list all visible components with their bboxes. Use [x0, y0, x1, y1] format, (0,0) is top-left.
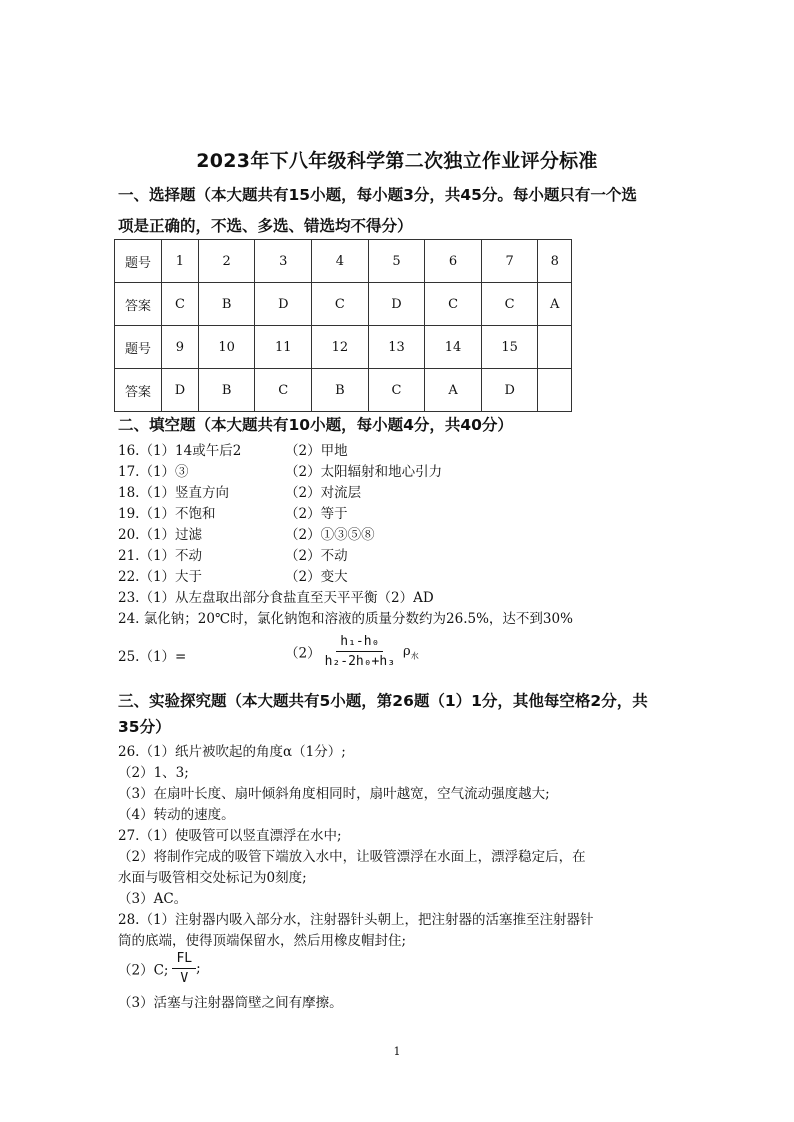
section3-heading-line1: 三、实验探究题（本大题共有5小题，第26题（1）1分，其他每空格2分，共	[118, 692, 648, 710]
fill-answer-17	[118, 460, 443, 480]
table-cell: 10	[198, 326, 255, 369]
fill-answer-20	[118, 523, 375, 543]
experiment-answer-28-2: （2）C; $\frac{FL}{V}$ ;	[118, 951, 201, 986]
answer-part1: 18.（1）竖直方向	[118, 485, 230, 501]
answer-part2: （2）①③⑤⑧	[285, 527, 375, 543]
table-cell: D	[481, 369, 538, 412]
answer-part1: 19.（1）不饱和	[118, 506, 216, 522]
fill-answer-22	[118, 565, 348, 585]
answer-part1: 21.（1）不动	[118, 548, 203, 564]
table-cell: 14	[425, 326, 482, 369]
fraction-numerator: h₁-h₀	[336, 633, 383, 652]
table-cell: B	[198, 369, 255, 412]
section3-heading-line2: 35分）	[118, 718, 171, 736]
table-cell: 11	[255, 326, 312, 369]
section1-heading-line1: 一、选择题（本大题共有15小题，每小题3分，共45分。每小题只有一个选	[118, 186, 637, 204]
table-row	[115, 326, 572, 369]
row-label-answer: 答案	[115, 369, 162, 412]
experiment-line: （3）AC。	[118, 891, 188, 907]
experiment-line: （2）将制作完成的吸管下端放入水中，让吸管漂浮在水面上，漂浮稳定后，在	[118, 849, 586, 865]
table-row	[115, 240, 572, 283]
page-title: 2023年下八年级科学第二次独立作业评分标准	[196, 150, 598, 172]
table-cell: 13	[368, 326, 425, 369]
table-cell: C	[368, 369, 425, 412]
table-row	[115, 369, 572, 412]
experiment-line: （4）转动的速度。	[118, 807, 235, 823]
table-cell: 5	[368, 240, 425, 283]
pressure-fraction	[172, 950, 196, 987]
answer-part1: 17.（1）③	[118, 464, 189, 480]
page-number: 1	[393, 1045, 401, 1058]
experiment-answer-28-3: （3）活塞与注射器筒壁之间有摩擦。	[118, 995, 343, 1011]
table-cell: C	[312, 283, 369, 326]
row-label-answer: 答案	[115, 283, 162, 326]
section1-heading-line2: 项是正确的，不选、多选、错选均不得分）	[118, 217, 413, 235]
fill-answer-23: 23.（1）从左盘取出部分食盐直至天平平衡（2）AD	[118, 590, 434, 606]
experiment-line: 27.（1）使吸管可以竖直漂浮在水中;	[118, 828, 342, 844]
fill-answer-19	[118, 502, 348, 522]
fraction-denominator: V	[180, 971, 189, 986]
answer-part2: （2）变大	[285, 569, 348, 585]
row-label-question: 题号	[115, 326, 162, 369]
table-cell: 8	[538, 240, 572, 283]
table-cell: C	[481, 283, 538, 326]
table-cell: A	[538, 283, 572, 326]
density-fraction	[321, 633, 399, 670]
answer-part2: （2）等于	[285, 506, 348, 522]
fraction-denominator: h₂-2h₀+h₃	[324, 654, 396, 669]
table-cell: 12	[312, 326, 369, 369]
table-cell: C	[425, 283, 482, 326]
table-cell: B	[312, 369, 369, 412]
fill-answer-18	[118, 481, 362, 501]
table-cell: D	[368, 283, 425, 326]
table-cell: D	[255, 283, 312, 326]
fraction-numerator: FL	[172, 950, 196, 969]
table-cell: 4	[312, 240, 369, 283]
experiment-line: （3）在扇叶长度、扇叶倾斜角度相同时，扇叶越宽，空气流动强度越大;	[118, 786, 550, 802]
answer-part2: （2）甲地	[285, 443, 348, 459]
table-cell: C	[162, 283, 199, 326]
answer-part1: 20.（1）过滤	[118, 527, 203, 543]
answer-part1: 22.（1）大于	[118, 569, 203, 585]
table-cell: 7	[481, 240, 538, 283]
table-cell: 2	[198, 240, 255, 283]
table-cell: 3	[255, 240, 312, 283]
answer-part1: 25.（1）=	[118, 649, 187, 665]
experiment-line: （2）1、3;	[118, 765, 189, 781]
table-cell: A	[425, 369, 482, 412]
fill-answer-21	[118, 544, 348, 564]
table-cell: 6	[425, 240, 482, 283]
experiment-line: 水面与吸管相交处标记为0刻度;	[118, 870, 307, 886]
table-cell: D	[162, 369, 199, 412]
table-cell: 15	[481, 326, 538, 369]
row-label-question: 题号	[115, 240, 162, 283]
experiment-line: 28.（1）注射器内吸入部分水，注射器针头朝上，把注射器的活塞推至注射器针	[118, 912, 594, 928]
answer-part2: （2） $\frac{\text{h₁-h₀}}{\text{h₂-2h₀+h₃}}$ $\rho_水$	[285, 634, 419, 669]
fill-answer-24: 24. 氯化钠；20℃时，氯化钠饱和溶液的质量分数约为26.5%，达不到30%	[118, 611, 573, 627]
experiment-line: 筒的底端，使得顶端保留水，然后用橡皮帽封住;	[118, 933, 407, 949]
fill-answer-16	[118, 439, 348, 459]
table-cell	[538, 326, 572, 369]
section2-heading: 二、填空题（本大题共有10小题，每小题4分，共40分）	[118, 416, 513, 434]
rho-symbol: $\rho_水$	[403, 644, 419, 661]
answer-part2: （2）太阳辐射和地心引力	[285, 464, 443, 480]
answer-part2: （2）对流层	[285, 485, 362, 501]
choice-answer-table	[114, 239, 572, 412]
table-cell: C	[255, 369, 312, 412]
table-cell: 1	[162, 240, 199, 283]
table-cell	[538, 369, 572, 412]
table-row	[115, 283, 572, 326]
answer-part2: （2）不动	[285, 548, 348, 564]
table-cell: B	[198, 283, 255, 326]
answer-part1: 16.（1）14或午后2	[118, 443, 242, 459]
experiment-line: 26.（1）纸片被吹起的角度α（1分）;	[118, 744, 346, 760]
table-cell: 9	[162, 326, 199, 369]
